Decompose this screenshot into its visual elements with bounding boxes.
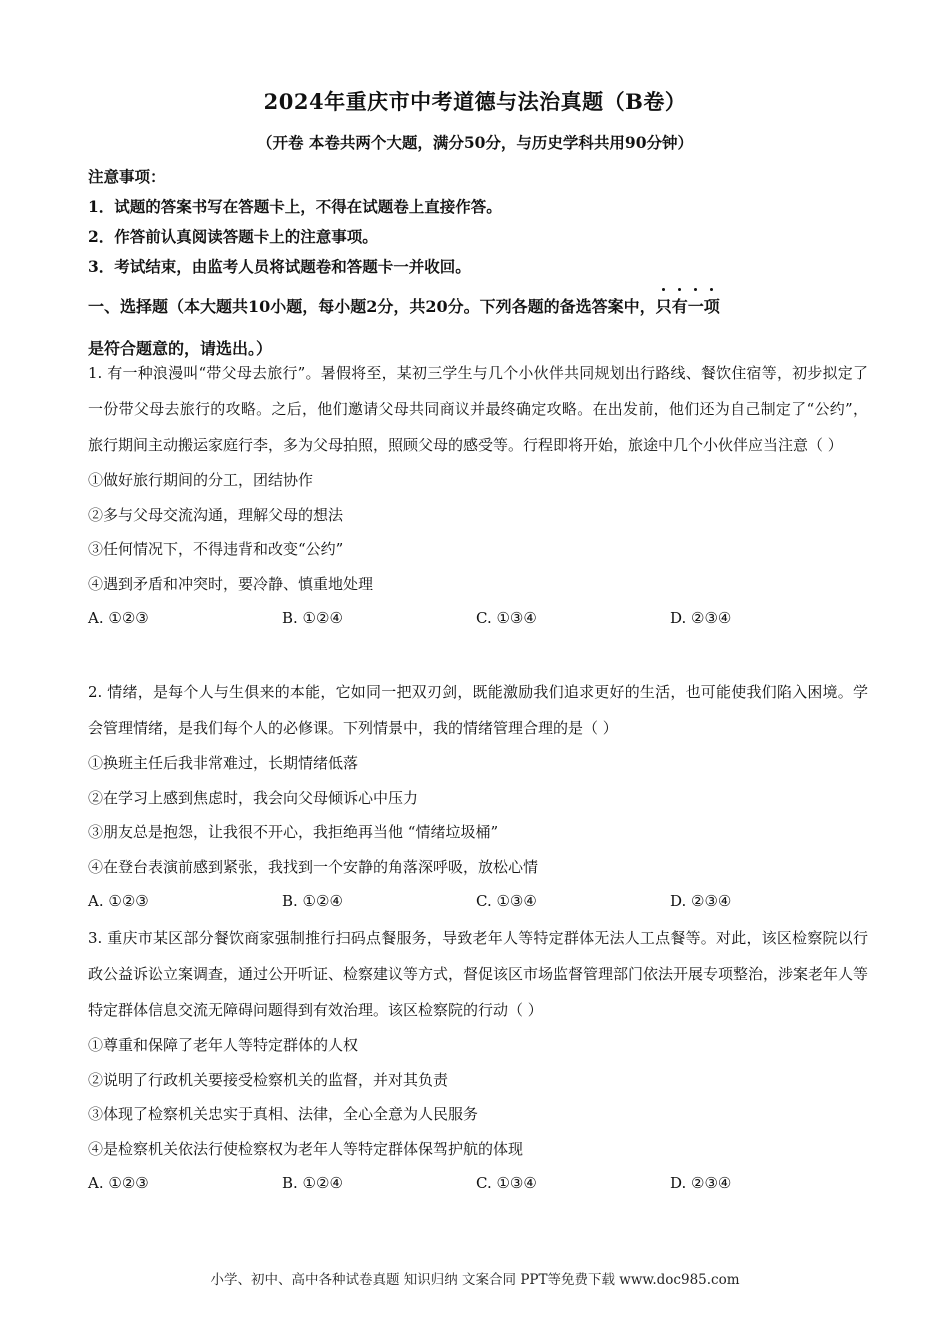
question-stem: 3. 重庆市某区部分餐饮商家强制推行扫码点餐服务，导致老年人等特定群体无法人工点餐等。对此，该区检察院以行政公益诉讼立案调查，通过公开听证、检察建议等方式，督促该区市场监督管理部门依法开展专项整治，涉案老年人等特定群体信息交流无障碍问题得到有效治理。该区检察院的行动（ ） <box>88 929 869 1019</box>
answer-choice-a: A. ①②③ <box>88 892 149 910</box>
answer-choice-c: C. ①③④ <box>476 1174 537 1192</box>
answer-choices <box>88 884 868 919</box>
question-option: ②说明了行政机关要接受检察机关的监督，并对其负责 <box>88 1070 449 1089</box>
page-subtitle: （开卷 本卷共两个大题，满分50分，与历史学科共用90分钟） <box>256 133 694 152</box>
question-stem: 2. 情绪，是每个人与生俱来的本能，它如同一把双刃剑，既能激励我们追求更好的生活，也可能使我们陷入困境。学会管理情绪，是我们每个人的必修课。下列情景中，我的情绪管理合理的是（ ） <box>88 683 868 737</box>
answer-choice-a: A. ①②③ <box>88 1174 149 1192</box>
notes-block <box>88 162 868 282</box>
emphasis-char: 项 <box>704 286 720 328</box>
notes-item: 2．作答前认真阅读答题卡上的注意事项。 <box>88 227 378 246</box>
answer-choice-c: C. ①③④ <box>476 609 537 627</box>
notes-heading: 注意事项： <box>88 167 166 186</box>
question-1 <box>88 355 868 636</box>
question-option: ③任何情况下，不得违背和改变“公约” <box>88 540 344 558</box>
question-option: ④在登台表演前感到紧张，我找到一个安静的角落深呼吸，放松心情 <box>88 857 539 876</box>
question-option: ③体现了检察机关忠实于真相、法律，全心全意为人民服务 <box>88 1105 479 1123</box>
answer-choice-a: A. ①②③ <box>88 609 149 627</box>
emphasis-char: 一 <box>688 286 704 328</box>
emphasis-char: 只 <box>656 286 672 328</box>
answer-choice-d: D. ②③④ <box>670 609 732 627</box>
footer-text: 小学、初中、高中各种试卷真题 知识归纳 文案合同 PPT等免费下载 www.doc985.com <box>210 1272 740 1288</box>
question-option: ①换班主任后我非常难过，长期情绪低落 <box>88 754 359 772</box>
emphasis-char: 有 <box>672 286 688 328</box>
answer-choice-d: D. ②③④ <box>670 892 732 910</box>
answer-choice-b: B. ①②④ <box>282 1174 343 1192</box>
notes-item: 1．试题的答案书写在答题卡上，不得在试题卷上直接作答。 <box>88 197 502 216</box>
question-option: ③朋友总是抱怨，让我很不开心，我拒绝再当他 “情绪垃圾桶” <box>88 823 499 841</box>
answer-choice-c: C. ①③④ <box>476 892 537 910</box>
question-option: ④是检察机关依法行使检察权为老年人等特定群体保驾护航的体现 <box>88 1139 524 1158</box>
question-option: ①尊重和保障了老年人等特定群体的人权 <box>88 1036 359 1054</box>
answer-choice-b: B. ①②④ <box>282 609 343 627</box>
question-2 <box>88 674 868 919</box>
question-option: ②在学习上感到焦虑时，我会向父母倾诉心中压力 <box>88 788 419 807</box>
question-stem: 1. 有一种浪漫叫“带父母去旅行”。暑假将至，某初三学生与几个小伙伴共同规划出行路线、餐饮住宿等，初步拟定了一份带父母去旅行的攻略。之后，他们邀请父母共同商议并最终确定攻略。在出发前，他们还为自己制定了“公约”，旅行期间主动搬运家庭行李，多为父母拍照，照顾父母的感受等。行程即将开始，旅途中几个小伙伴应当注意（ ） <box>88 364 868 454</box>
section-heading-text-2: 是符合题意的，请选出。） <box>88 339 273 358</box>
question-option: ①做好旅行期间的分工，团结协作 <box>88 471 314 489</box>
answer-choices <box>88 1166 868 1201</box>
notes-item: 3．考试结束，由监考人员将试题卷和答题卡一并收回。 <box>88 257 471 276</box>
section-heading-text: 一、选择题（本大题共10小题，每小题2分，共20分。下列各题的备选答案中， <box>88 297 656 316</box>
question-3 <box>88 920 868 1201</box>
answer-choices <box>88 601 868 636</box>
page-title: 2024年重庆市中考道德与法治真题（B卷） <box>263 89 687 114</box>
question-option: ④遇到矛盾和冲突时，要冷静、慎重地处理 <box>88 574 374 593</box>
answer-choice-d: D. ②③④ <box>670 1174 732 1192</box>
answer-choice-b: B. ①②④ <box>282 892 343 910</box>
question-option: ②多与父母交流沟通，理解父母的想法 <box>88 505 344 524</box>
